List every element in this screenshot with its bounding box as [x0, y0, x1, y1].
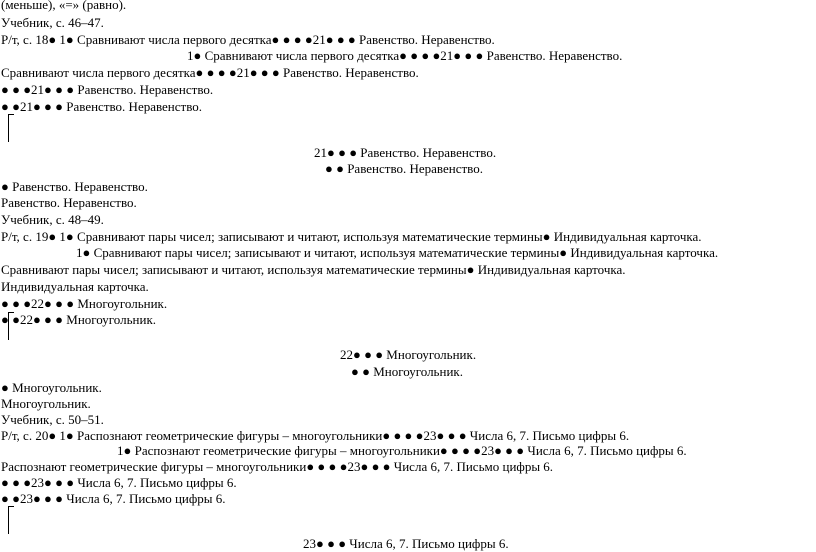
- text-line: Учебник, с. 50–51.: [1, 412, 104, 427]
- text-line: ● ● ●21● ● ● Равенство. Неравенство.: [1, 82, 214, 97]
- text-line: 22● ● ● Многоугольник.: [340, 347, 477, 362]
- text-line: 1● Сравнивают числа первого десятка● ● ● ●21● ● ● Равенство. Неравенство.: [187, 48, 623, 63]
- text-line: 1● Распознают геометрические фигуры – многоугольники● ● ● ●23● ● ● Числа 6, 7. Письмо цифры 6.: [117, 443, 687, 458]
- text-line: Сравнивают числа первого десятка● ● ● ●21● ● ● Равенство. Неравенство.: [1, 65, 419, 80]
- text-line: ● ●21● ● ● Равенство. Неравенство.: [1, 99, 203, 114]
- text-line: 1● Сравнивают пары чисел; записывают и читают, используя математические термины● Индивидуальная карточка.: [76, 245, 719, 260]
- text-line: Учебник, с. 48–49.: [1, 212, 104, 227]
- text-line: Р/т, с. 19● 1● Сравнивают пары чисел; записывают и читают, используя математические термины● Индивидуальная карточка.: [1, 229, 702, 244]
- text-line: ● ● Равенство. Неравенство.: [325, 161, 483, 176]
- text-line: ● ●22● ● ● Многоугольник.: [1, 312, 157, 327]
- margin-rule: [8, 506, 9, 534]
- text-line: 23● ● ● Числа 6, 7. Письмо цифры 6.: [303, 536, 509, 551]
- text-line: (меньше), «=» (равно).: [1, 0, 127, 12]
- margin-rule: [8, 114, 9, 142]
- text-line: Сравнивают пары чисел; записывают и читают, используя математические термины● Индивидуальная карточка.: [1, 262, 626, 277]
- text-line: Распознают геометрические фигуры – многоугольники● ● ● ●23● ● ● Числа 6, 7. Письмо цифры 6.: [1, 459, 554, 474]
- text-line: Учебник, с. 46–47.: [1, 15, 104, 30]
- text-line: ● Многоугольник.: [1, 380, 102, 395]
- text-line: ● Равенство. Неравенство.: [1, 179, 148, 194]
- text-line: 21● ● ● Равенство. Неравенство.: [314, 145, 497, 160]
- text-line: ● ● ●23● ● ● Числа 6, 7. Письмо цифры 6.: [1, 475, 237, 490]
- margin-rule-tick: [8, 114, 14, 115]
- text-line: Индивидуальная карточка.: [1, 279, 149, 294]
- text-line: ● ●23● ● ● Числа 6, 7. Письмо цифры 6.: [1, 491, 226, 506]
- text-line: ● ● Многоугольник.: [351, 364, 463, 379]
- margin-rule-tick: [8, 506, 14, 507]
- text-line: Многоугольник.: [1, 396, 91, 411]
- margin-rule-tick: [8, 312, 14, 313]
- margin-rule: [8, 312, 9, 340]
- text-line: Р/т, с. 18● 1● Сравнивают числа первого десятка● ● ● ●21● ● ● Равенство. Неравенство.: [1, 32, 495, 47]
- text-line: Равенство. Неравенство.: [1, 195, 137, 210]
- text-line: ● ● ●22● ● ● Многоугольник.: [1, 296, 168, 311]
- text-line: Р/т, с. 20● 1● Распознают геометрические фигуры – многоугольники● ● ● ●23● ● ● Числа 6, 7. Письмо цифры 6.: [1, 428, 630, 443]
